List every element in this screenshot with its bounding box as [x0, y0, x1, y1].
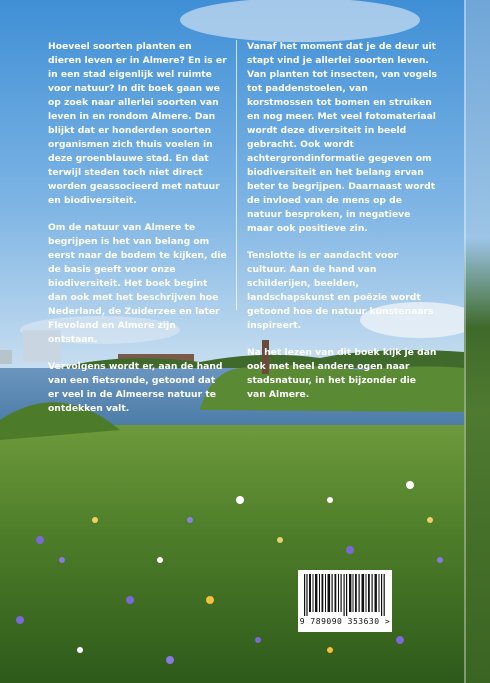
blurb-paragraph: Vanaf het moment dat je de deur uit stapt vind je allerlei soorten leven. Van planten tot insecten, van vogels tot paddenstoelen, van korstmossen tot bomen en struiken en nog meer. Met veel fotomateriaal wordt deze diversiteit in beeld gebracht. Ook wordt achtergrondinformatie gegeven om biodiversiteit en het belang ervan beter te begrijpen. Daarnaast wordt de invloed van de mens op de natuur besproken, in negatieve maar ook positieve zin. — [247, 41, 438, 234]
blurb-paragraph: Vervolgens wordt er, aan de hand van een fietsronde, getoond dat er veel in de Almeerse natuur te ontdekken valt. — [48, 361, 223, 414]
blurb-paragraph: Tenslotte is er aandacht voor cultuur. Aan de hand van schilderijen, beelden, landschapskunst en poëzie wordt getoond hoe de natuur kunstenaars inspireert. — [247, 250, 434, 331]
blurb-paragraph: Na het lezen van dit boek kijk je dan ook met heel andere ogen naar stadsnatuur, in het bijzonder die van Almere. — [247, 347, 437, 400]
blurb-left-column — [48, 40, 228, 429]
barcode-bars-icon — [304, 574, 386, 616]
blurb-paragraph: Om de natuur van Almere te begrijpen is het van belang om eerst naar de bodem te kijken, die de basis geeft voor onze biodiversiteit. Het boek begint dan ook met het beschrijven hoe Nederland, de Zuiderzee en later Flevoland en Almere zijn ontstaan. — [48, 222, 227, 345]
blurb-paragraph: Hoeveel soorten planten en dieren leven er in Almere? En is er in een stad eigenlijk wel ruimte voor natuur? In dit boek gaan we op zoek naar allerlei soorten van leven in en rondom Almere. Dan blijkt dat er honderden soorten organismen zich thuis voelen in deze groenblauwe stad. En dat terwijl steden toch niet direct worden geassocieerd met natuur en biodiversiteit. — [48, 41, 227, 206]
isbn-barcode — [298, 570, 392, 632]
isbn-number: 9 789090 353630 > — [299, 617, 391, 626]
column-divider — [236, 40, 237, 310]
blurb-right-column — [247, 40, 437, 415]
book-spine — [464, 0, 490, 683]
spine-edge — [464, 0, 466, 683]
